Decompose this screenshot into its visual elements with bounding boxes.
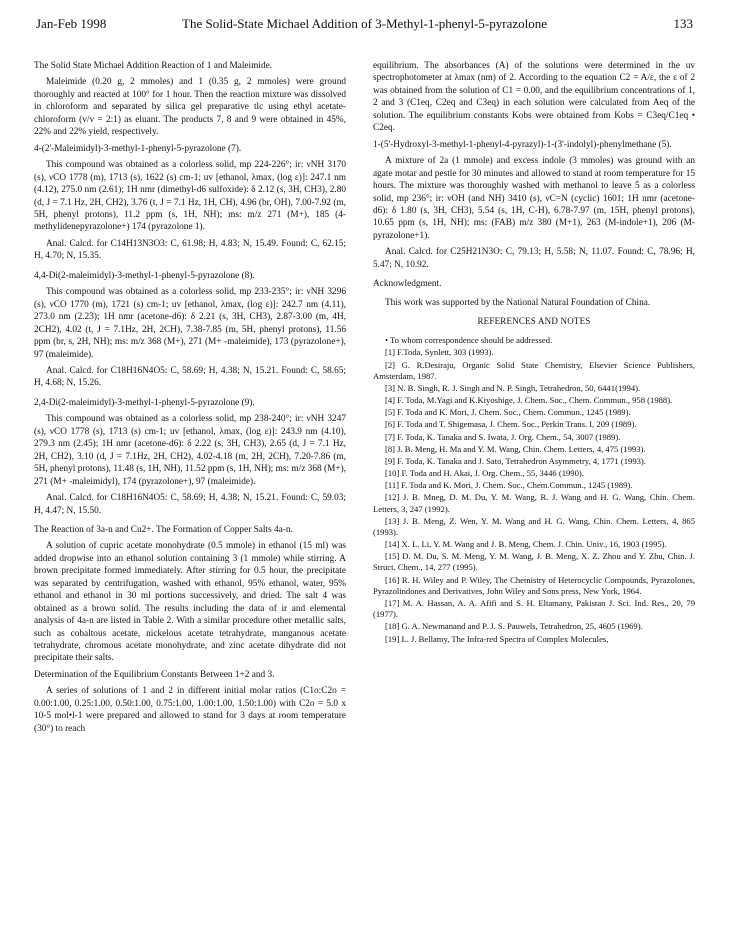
- section-heading-equilibrium: Determination of the Equilibrium Constants Between 1+2 and 3.: [34, 669, 275, 680]
- section-heading-michael-addition: The Solid State Michael Addition Reaction of 1 and Maleimide.: [34, 61, 273, 71]
- compound-7-description: This compound was obtained as a colorless solid, mp 224-226°; ir: νNH 3170 (s), νCO 1778 (m), 1713 (s), 1622 (s) cm-1; uv [ethanol, λmax, (log ε)]: 247.1 nm (4.12), 275.0 nm (2.61); 1H nmr (dimethyl-d6 sulfoxide): δ 2.12 (s, 3H, CH3), 2.80 (d, J = 7.1 Hz, 2H, CH2), 3.76 (t, J = 7.1 Hz, 1H, CH), 4.96 (br, OH), 7.00-7.92 (m, 5H, phenyl protons), 11.2 ppm (s, 1H, NH); ms: m/z 271 (M+), 185 (4-methylidenepyrazolone+) 174 (pyrazolone 1).: [34, 160, 346, 233]
- reference-item: • To whom correspondence should be addressed.: [385, 335, 553, 346]
- compound-8-analysis: Anal. Calcd. for C18H16N4O5: C, 58.69; H, 4.38; N, 15.21. Found: C, 58.65; H, 4.68; N, 15.26.: [34, 365, 346, 389]
- reference-item: [12] J. B. Mneg, D. M. Du, Y. M. Wang, R. J. Wang and H. G. Wang, Chin. Chem. Letters, 3, 247 (1992).: [373, 492, 695, 514]
- reference-item: [8] J. B. Meng, H. Ma and Y. M. Wang, Chin. Chem. Letters, 4, 475 (1993).: [385, 443, 646, 454]
- reference-item: [1] F.Toda, Synlett, 303 (1993).: [385, 347, 494, 358]
- references-heading: REFERENCES AND NOTES: [477, 316, 591, 327]
- running-title: The Solid-State Michael Addition of 3-Methyl-1-phenyl-5-pyrazolone: [182, 16, 547, 31]
- compound-9-description: This compound was obtained as a colorless solid, mp 238-240°; ir: νNH 3247 (s), νCO 1778 (s), 1713 (s) cm-1; uv [ethanol, λmax, (log ε)]: 243.9 nm (4.10), 279.3 nm (2.45); 1H nmr (acetone-d6): δ 2.22 (s, 3H, CH3), 2.65 (d, J = 7.1 Hz, 2H, CH2), 3.10 (d, J = 7.1Hz, 2H, CH2), 4.02-4.18 (m, 2H, 2CH), 7.20-7.86 (m, 5H, phenyl protons), 11.48 (s, 1H, NH), 11.52 ppm (s, 1H, NH); ms: m/z 368 (M+), 271 (M+ -maleimidyl), 174 (pyrazolone+), 97 (maleimide).: [34, 414, 346, 487]
- section-heading-copper-salts: The Reaction of 3a-n and Cu2+. The Formation of Copper Salts 4a-n.: [34, 524, 293, 535]
- paragraph-copper-salts: A solution of cupric acetate monohydrate (0.5 mmole) in ethanol (15 ml) was added dropwise into an ethanol solution containing 3 (1 mmole) while stirring. A brown precipitate formed immediately. After stirring for 0.5 hour, the precipitate was separated by centrifugation, washed with ethanol, 95% ethanol, water, 95% ethanol and ethanol in 30 ml portions successively, and dried. The salt 4 was obtained as a brown solid. The results including the data of ir and elemental analysis of 4a-n are listed in Table 2. With a similar procedure other metallic salts, such as cobaltous acetate, nickelous acetate tetrahydrate, manganous acetate tetrahydrate, chromous acetate monohydrate, and zinc acetate dihydrate did not precipitate their salts.: [34, 541, 346, 664]
- paragraph-equilibrium-continued: equilibrium. The absorbances (A) of the solutions were determined in the uv spectrophotometer at λmax (nm) of 2. According to the equation C2 = A/ε, the ε of 2 was obtained from the solution of C1 = 0.00, and the equilibrium concentrations of 1, 2 and 3 (C1eq, C2eq and C3eq) in each solution were calculated from Aeq of the solution. The equilibrium constants Kobs were obtained from Kobs = C3eq/C1eq • C2eq.: [373, 61, 695, 134]
- reference-item: [5] F. Toda and K. Mori, J. Chem. Soc., Chem. Commun., 1245 (1989).: [385, 407, 631, 418]
- compound-8-title: 4,4-Di(2-maleimidyl)-3-methyl-1-phenyl-5-pyrazolone (8).: [34, 270, 255, 281]
- paragraph-michael-addition: Maleimide (0.20 g, 2 mmoles) and 1 (0.35 g, 2 mmoles) were ground thoroughly and reacted at 100° for 1 hour. Then the reaction mixture was dissolved in chloroform and separated by silica gel preparative tlc using ethyl acetate-chloroform (v/v = 2:1) as eluant. The products 7, 8 and 9 were obtained in 45%, 22% and 22% yield, respectively.: [34, 77, 346, 138]
- reference-item: [6] F. Toda and T. Shigemasa, J. Chem. Soc., Perkin Trans. I, 209 (1989).: [385, 419, 637, 430]
- left-column: [34, 60, 346, 933]
- compound-9-analysis: Anal. Calcd. for C18H16N4O5: C, 58.69; H, 4.38; N, 15.21. Found: C, 59.03; H, 4.47; N, 15.50.: [34, 493, 346, 516]
- reference-item: [14] X. L. Li, Y. M. Wang and J. B. Meng, Chem. J. Chin. Univ., 16, 1903 (1995).: [385, 539, 667, 550]
- right-column: [373, 60, 695, 933]
- acknowledgment-text: This work was supported by the National Natural Foundation of China.: [385, 297, 651, 308]
- compound-5-analysis: Anal. Calcd. for C25H21N3O: C, 79.13; H, 5.58; N, 11.07. Found: C, 78.96; H, 5.47; N, 10.92.: [373, 247, 695, 270]
- reference-item: [19] L. J. Bellamy, The Infra-red Spectra of Complex Molecules,: [385, 633, 609, 644]
- compound-7-title: 4-(2'-Maleimidyl)-3-methyl-1-phenyl-5-pyrazolone (7).: [34, 143, 242, 154]
- reference-item: [11] F. Toda and K. Mori, J. Chem. Soc., Chem.Commun., 1245 (1989).: [385, 480, 633, 491]
- page-number: 133: [673, 16, 693, 31]
- reference-item: [7] F. Toda, K. Tanaka and S. Iwata, J. Org. Chem., 54, 3007 (1989).: [385, 431, 621, 442]
- paragraph-equilibrium: A series of solutions of 1 and 2 in different initial molar ratios (C1o:C2o = 0.00:1.00, 0.25:1.00, 0.50:1.00, 0.75:1.00, 1.00:1.00, 1.50:1.00) with C2o = 5.0 x 10-5 mol•l-1 were prepared and allowed to stand for 3 days at room temperature (30°) to reach: [34, 686, 346, 734]
- compound-8-description: This compound was obtained as a colorless solid, mp 233-235°; ir: νNH 3296 (s), νCO 1770 (m), 1721 (s) cm-1; uv [ethanol, λmax, (log ε)]: 242.7 nm (4.11), 273.0 nm (2.23); 1H nmr (acetone-d6): δ 2.21 (s, 3H, CH3), 2.87-3.00 (m, 4H, 2CH2), 4.02 (t, J = 7.1Hz, 2H, 2CH), 7.38-7.85 (m, 5H, phenyl protons), 11.56 ppm (br, s, 2H, NH); ms: m/z 368 (M+), 271 (M+ -maleimide), 173 (pyrazolone+), 97 (maleimide).: [34, 287, 346, 360]
- reference-item: [3] N. B. Singh, R. J. Singh and N. P. Singh, Tetrahedron, 50, 6441(1994).: [385, 382, 641, 393]
- reference-item: [15] D. M. Du, S. M. Meng, Y. M. Wang, J. B. Meng, X. Z. Zhou and Y. Zhu, Chin. J. Struct. Chem., 14, 277 (1995).: [373, 551, 695, 573]
- reference-item: [16] R. H. Wiley and P. Wiley, The Chemistry of Heterocyclic Compounds, Pyrazolones, Pyrazolindones and Derivatives, John Wiley and Sons press, New York, 1964.: [373, 574, 695, 596]
- reference-item: [10] F. Toda and H. Akai, J. Org. Chem., 55, 3446 (1990).: [385, 468, 584, 479]
- reference-item: [2] G. R.Desiraju, Organic Solid State Chemistry, Elsevier Science Publishers, Amsterdam, 1987.: [373, 359, 695, 381]
- compound-9-title: 2,4-Di(2-maleimidyl)-3-methyl-1-phenyl-5-pyrazolone (9).: [34, 397, 255, 408]
- acknowledgment-heading: Acknowledgment.: [373, 279, 442, 290]
- reference-item: [13] J. B. Meng, Z. Wen, Y. M. Wang and H. G. Wang, Chin. Chem. Letters, 4, 865 (1993).: [373, 515, 695, 537]
- compound-5-description: A mixture of 2a (1 mmole) and excess indole (3 mmoles) was ground with an agate motar and pestle for 30 minutes and allowed to stand at room temperature for 15 hours. The mixture was thoroughly washed with methanol to leave 5 as a colorless solid, mp 236°; ir: νOH (and NH) 3410 (s), νC=N (cyclic) 1601; 1H nmr (acetone-d6): δ 1.80 (s, 3H, CH3), 5.54 (s, 1H, C-H), 6.78-7.97 (m, 15H, phenyl protons), 10.65 ppm (s, 1H, NH); ms: (FAB) m/z 380 (M+1), 263 (M-indole+1), 206 (M-pyrazolone+1).: [373, 156, 695, 241]
- reference-item: [4] F. Toda, M.Yagi and K.Kiyoshige, J. Chem. Soc., Chem. Commun., 958 (1988).: [385, 395, 673, 406]
- compound-7-analysis: Anal. Calcd. for C14H13N3O3: C, 61.98; H, 4.83; N, 15.49. Found: C, 62.15; H, 4.70; N, 15.35.: [34, 238, 346, 262]
- compound-5-title: 1-(5'-Hydroxyl-3-methyl-1-phenyl-4-pyrazyl)-1-(3'-indolyl)-phenylmethane (5).: [373, 139, 672, 150]
- reference-item: [17] M. A. Hassan, A. A. Afifi and S. H. Eltamany, Pakistan J. Sci. Ind. Res., 20, 79 (1977).: [373, 597, 695, 620]
- running-head: [36, 14, 693, 34]
- references-list: [373, 335, 695, 644]
- reference-item: [9] F. Toda, K. Tanaka and J. Sato, Tetrahedron Asymmetry, 4, 1771 (1993).: [385, 455, 646, 466]
- reference-item: [18] G. A. Newmanand and P. J. S. Pauwels, Tetrahedron, 25, 4605 (1969).: [385, 621, 643, 632]
- issue-date: Jan-Feb 1998: [36, 16, 107, 31]
